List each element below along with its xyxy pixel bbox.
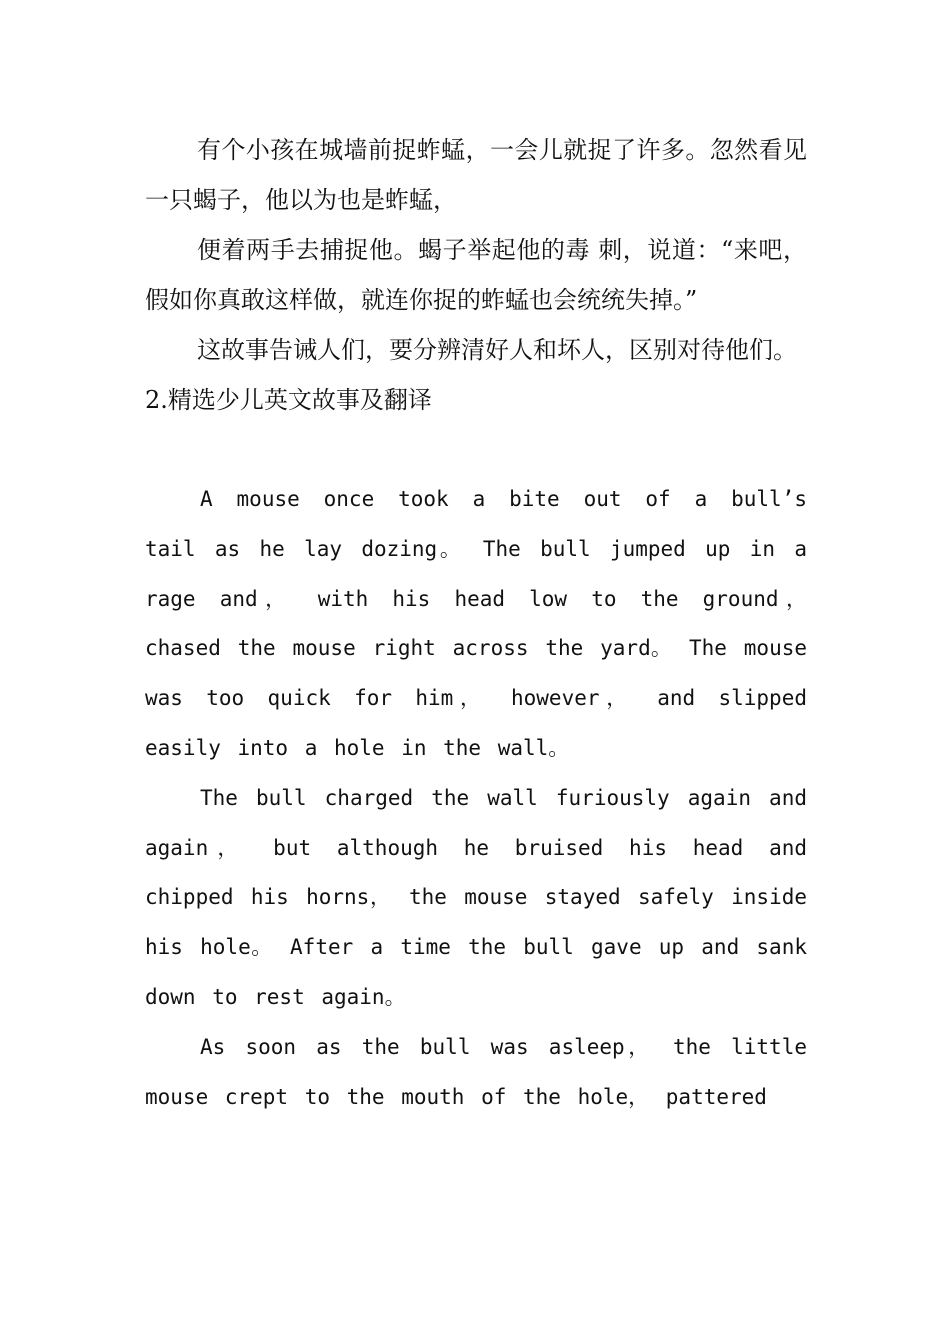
english-paragraph-1: A mouse once took a bite out of a bull’s tail as he lay dozing。 The bull jumped up in a rage and， with his head low to the ground， chased the mouse right across the yard。 The mouse was too quick for him， however， and slipped easily into a hole in the wall。 (145, 487, 807, 760)
english-paragraph-3: As soon as the bull was asleep， the little mouse crept to the mouth of the hole， pattered (145, 1034, 807, 1109)
chinese-paragraph-3: 这故事告诫人们，要分辨清好人和坏人，区别对待他们。 (197, 336, 797, 364)
section-heading: 2.精选少儿英文故事及翻译 (145, 386, 432, 414)
chinese-paragraph-1: 有个小孩在城墙前捉蚱蜢，一会儿就捉了许多。忽然看见一只蝎子，他以为也是蚱蜢， (145, 136, 807, 214)
chinese-paragraph-2: 便着两手去捕捉他。蝎子举起他的毒 刺，说道：“来吧，假如你真敢这样做，就连你捉的蚱蜢也会统统失掉。” (145, 236, 807, 314)
document-page (145, 125, 807, 1122)
english-paragraph-2: The bull charged the wall furiously again and again， but although he bruised his head and chipped his horns， the mouse stayed safely inside his hole。 After a time the bull gave up and sank down to rest again。 (145, 785, 807, 1009)
